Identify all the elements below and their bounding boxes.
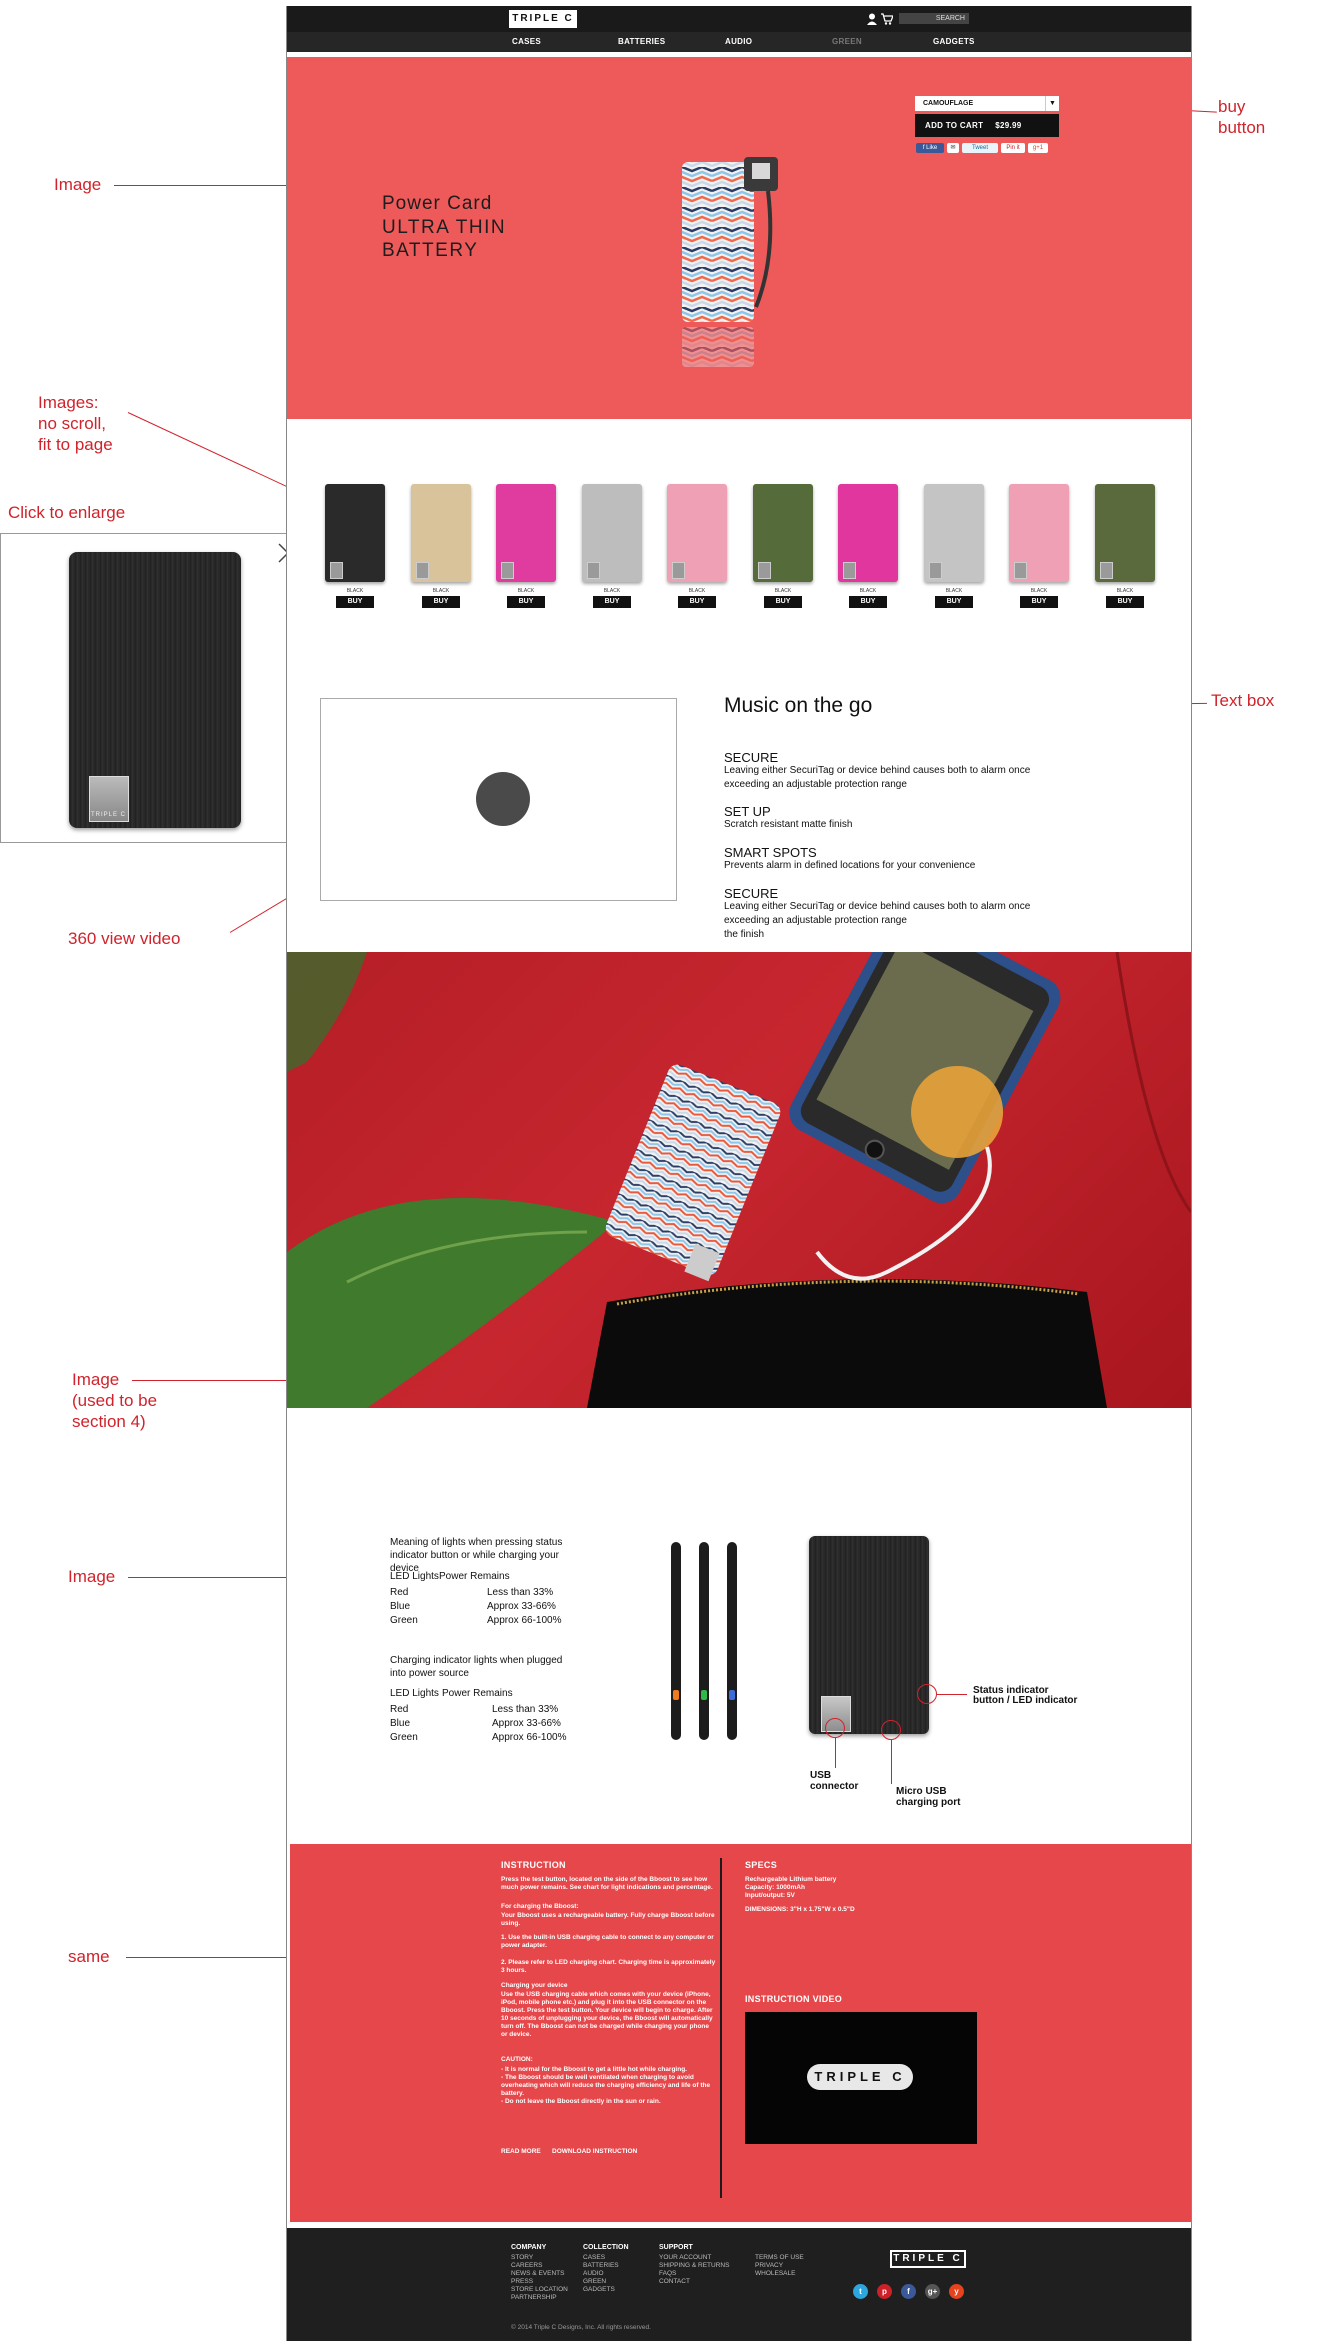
swatch-card[interactable] xyxy=(924,484,984,582)
footer-link[interactable]: CASES xyxy=(583,2254,606,2261)
buy-button[interactable]: BUY xyxy=(678,596,716,608)
feature-text: Scratch resistant matte finish xyxy=(724,819,853,830)
swatch-image[interactable] xyxy=(753,484,813,582)
google-plus-icon[interactable]: g+ xyxy=(925,2284,940,2299)
led-row-value: Approx 33-66% xyxy=(487,1601,556,1612)
footer-heading: SUPPORT xyxy=(659,2244,693,2251)
annotation-text-box: Text box xyxy=(1211,691,1275,710)
footer-link[interactable]: BATTERIES xyxy=(583,2262,619,2269)
pin-it-button[interactable]: Pin it xyxy=(1001,143,1025,153)
footer-link[interactable]: FAQS xyxy=(659,2270,677,2277)
swatch-label: BLACK xyxy=(1030,588,1048,594)
footer-link[interactable]: WHOLESALE xyxy=(755,2270,796,2277)
section-title: Music on the go xyxy=(724,694,873,717)
callout-line xyxy=(835,1738,836,1768)
feature-heading: SET UP xyxy=(724,804,771,819)
annotation-buy-button: buy button xyxy=(1218,97,1266,137)
swatch-card[interactable] xyxy=(838,484,898,582)
callout-micro-circle xyxy=(881,1720,901,1740)
annotation-same: same xyxy=(68,1947,110,1966)
annotation-click-to-enlarge: Click to enlarge xyxy=(8,503,126,522)
led-intro: Charging indicator lights when plugged into power source xyxy=(390,1655,563,1679)
nav-gadgets[interactable]: GADGETS xyxy=(933,37,975,46)
play-icon[interactable] xyxy=(476,772,530,826)
top-bar xyxy=(287,6,1191,32)
led-row-value: Less than 33% xyxy=(492,1704,559,1715)
buy-button[interactable]: BUY xyxy=(1106,596,1144,608)
usb-connector xyxy=(1100,562,1113,579)
usb-connector xyxy=(672,562,685,579)
add-to-cart-button[interactable] xyxy=(915,114,1059,137)
hero-product-image xyxy=(672,147,792,387)
footer-heading: COMPANY xyxy=(511,2244,547,2251)
feature-heading: SECURE xyxy=(724,886,779,901)
google-plus-button[interactable]: g+1 xyxy=(1028,143,1048,153)
buy-button[interactable]: BUY xyxy=(849,596,887,608)
usb-connector xyxy=(758,562,771,579)
buy-button[interactable]: BUY xyxy=(1020,596,1058,608)
main-nav xyxy=(287,32,1191,52)
callout-status-circle xyxy=(917,1684,937,1704)
hero-subtitle: Power Card xyxy=(382,193,493,214)
buy-button[interactable]: BUY xyxy=(336,596,374,608)
side-view-cards-image xyxy=(665,1540,745,1750)
usb-connector xyxy=(416,562,429,579)
swatch-label: BLACK xyxy=(774,588,792,594)
swatch-image[interactable] xyxy=(838,484,898,582)
led-row-value: Approx 66-100% xyxy=(492,1732,567,1743)
hero-title: BATTERY xyxy=(382,240,479,261)
led-row-value: Approx 66-100% xyxy=(487,1615,562,1626)
video-360-player[interactable] xyxy=(320,698,677,901)
usb-connector xyxy=(1014,562,1027,579)
led-intro: Meaning of lights when pressing status indicator button or while charging your device xyxy=(390,1537,563,1574)
swatch-card[interactable] xyxy=(667,484,727,582)
swatch-label: BLACK xyxy=(859,588,877,594)
instruction-text: Press the test button, located on the side of the Bboost to see how much power remains. See chart for light indications and percentage. xyxy=(501,1876,713,1891)
led-row-light: Blue xyxy=(390,1601,411,1612)
footer-link[interactable]: STORE LOCATION xyxy=(511,2286,568,2293)
annotation-360-video: 360 view video xyxy=(68,929,181,948)
instruction-title: INSTRUCTION xyxy=(501,1860,566,1870)
swatch-label: BLACK xyxy=(688,588,706,594)
swatch-card[interactable] xyxy=(325,484,385,582)
footer-link[interactable]: YOUR ACCOUNT xyxy=(659,2254,712,2261)
led-row-light: Green xyxy=(390,1732,418,1743)
swatch-card[interactable] xyxy=(411,484,471,582)
footer-link[interactable]: PARTNERSHIP xyxy=(511,2294,557,2301)
led-col-power: Power Remains xyxy=(442,1688,513,1699)
page-frame xyxy=(286,6,1192,2341)
led-row-light: Red xyxy=(390,1704,409,1715)
cart-icon[interactable] xyxy=(881,12,893,24)
instruction-video-player[interactable] xyxy=(745,2012,977,2144)
instruction-text: 1. Use the built-in USB charging cable to connect to any computer or power adapter. xyxy=(501,1934,714,1949)
instruction-text: - It is normal for the Bboost to get a little hot while charging. - The Bboost should be well ventilated when charging to avoid overheating which will reduce the charging efficiency and life of the battery. - Do not leave the Bboost directly in the sun or rain. xyxy=(501,2066,711,2105)
specs-text: Rechargeable Lithium battery Capacity: 1000mAh Input/output: 5V xyxy=(745,1876,837,1899)
swatch-image[interactable] xyxy=(411,484,471,582)
add-to-cart-label: ADD TO CART xyxy=(925,121,984,130)
led-col-lights: LED Lights xyxy=(390,1571,439,1582)
video-logo: TRIPLE C xyxy=(807,2064,913,2090)
led-row-value: Approx 33-66% xyxy=(492,1718,561,1729)
usb-connector xyxy=(843,562,856,579)
buy-button[interactable]: BUY xyxy=(935,596,973,608)
color-swatches xyxy=(287,419,1191,619)
footer-link[interactable]: GREEN xyxy=(583,2278,607,2285)
swatch-card[interactable] xyxy=(753,484,813,582)
swatch-image[interactable] xyxy=(667,484,727,582)
youtube-icon[interactable]: y xyxy=(949,2284,964,2299)
swatch-card[interactable] xyxy=(1009,484,1069,582)
callout-line xyxy=(937,1694,967,1695)
instruction-video-title: INSTRUCTION VIDEO xyxy=(745,1994,843,2004)
feature-text: Leaving either SecuriTag or device behind causes both to alarm once exceeding an adjustable protection range the finish xyxy=(724,901,1031,940)
swatch-image[interactable] xyxy=(582,484,642,582)
buy-button[interactable]: BUY xyxy=(593,596,631,608)
footer-link[interactable]: CONTACT xyxy=(659,2278,690,2285)
footer-heading: COLLECTION xyxy=(583,2244,629,2251)
callout-micro-label: Micro USB charging port xyxy=(896,1786,961,1808)
instruction-subheading: For charging the Bboost: xyxy=(501,1903,579,1910)
swatch-card[interactable] xyxy=(582,484,642,582)
annotation-line xyxy=(114,185,314,186)
swatch-image[interactable] xyxy=(924,484,984,582)
instruction-subheading: Charging your device xyxy=(501,1982,568,1989)
footer-link[interactable]: AUDIO xyxy=(583,2270,604,2277)
footer-link[interactable]: CAREERS xyxy=(511,2262,543,2269)
footer-link[interactable]: GADGETS xyxy=(583,2286,615,2293)
footer-logo[interactable]: TRIPLE C xyxy=(890,2250,966,2268)
enlarge-popup xyxy=(0,533,313,843)
enlarged-brand: TRIPLE C xyxy=(91,812,127,818)
swatch-image[interactable] xyxy=(496,484,556,582)
buy-button[interactable]: BUY xyxy=(507,596,545,608)
annotation-hero-image: Image xyxy=(54,175,102,194)
feature-text: Prevents alarm in defined locations for your convenience xyxy=(724,860,976,871)
tweet-button[interactable]: Tweet xyxy=(962,143,998,153)
usb-connector xyxy=(929,562,942,579)
swatch-label: BLACK xyxy=(432,588,450,594)
instruction-text: Use the USB charging cable which comes with your device (iPhone, iPod, mobile phone etc.) and plug it into the USB connector on the Bboost. Press the test button. Your device will begin to charge. After 10 seconds of unplugging your device, the Bboost will automatically turn off. The Bboost can not be charged while charging your phone or device. xyxy=(501,1991,713,2038)
feature-text: Leaving either SecuriTag or device behind causes both to alarm once exceeding an adjustable protection range xyxy=(724,765,1031,790)
callout-usb-label: USB connector xyxy=(810,1770,859,1792)
swatch-image[interactable] xyxy=(1009,484,1069,582)
feature-heading: SECURE xyxy=(724,750,779,765)
email-share-button[interactable]: ✉ xyxy=(947,143,959,153)
feature-heading: SMART SPOTS xyxy=(724,845,817,860)
chevron-down-icon: ▼ xyxy=(1045,96,1059,111)
footer-link[interactable]: PRIVACY xyxy=(755,2262,784,2269)
callout-status-label: Status indicator button / LED indicator xyxy=(973,1685,1078,1706)
swatch-label: BLACK xyxy=(945,588,963,594)
annotation-section4-image: Image (used to be section 4) xyxy=(72,1370,158,1431)
usb-connector xyxy=(330,562,343,579)
download-instruction-link[interactable]: DOWNLOAD INSTRUCTION xyxy=(552,2148,638,2155)
buy-button[interactable]: BUY xyxy=(422,596,460,608)
led-row-value: Less than 33% xyxy=(487,1587,554,1598)
specs-title: SPECS xyxy=(745,1860,778,1870)
nav-cases[interactable]: CASES xyxy=(512,37,542,46)
instruction-subheading: CAUTION: xyxy=(501,2056,533,2063)
specs-dimensions: DIMENSIONS: 3"H x 1.75"W x 0.5"D xyxy=(745,1906,855,1913)
footer-link[interactable]: PRESS xyxy=(511,2278,534,2285)
swatch-card[interactable] xyxy=(1095,484,1155,582)
swatch-label: BLACK xyxy=(517,588,535,594)
front-card-image xyxy=(809,1536,929,1734)
usb-connector xyxy=(587,562,600,579)
swatch-card[interactable] xyxy=(496,484,556,582)
instruction-text: 2. Please refer to LED charging chart. Charging time is approximately 3 hours. xyxy=(501,1959,716,1974)
callout-line xyxy=(891,1740,892,1784)
color-select-value: CAMOUFLAGE xyxy=(923,100,974,107)
enlarged-product-image xyxy=(69,552,241,828)
led-col-lights: LED Lights xyxy=(390,1688,439,1699)
led-row-light: Red xyxy=(390,1587,409,1598)
nav-audio[interactable]: AUDIO xyxy=(725,37,753,46)
instruction-text: Your Bboost uses a rechargeable battery. Fully charge Bboost before using. xyxy=(501,1912,715,1927)
annotation-images-no-scroll: Images: no scroll, fit to page xyxy=(38,393,113,454)
hero-section xyxy=(287,57,1191,419)
logo[interactable]: TRIPLE C xyxy=(509,10,577,28)
facebook-like-button[interactable]: f Like xyxy=(916,143,944,153)
divider xyxy=(720,1858,722,2198)
nav-batteries[interactable]: BATTERIES xyxy=(618,37,666,46)
read-more-link[interactable]: READ MORE xyxy=(501,2148,541,2155)
nav-green[interactable]: GREEN xyxy=(832,37,862,46)
price: $29.99 xyxy=(995,121,1022,130)
led-row-light: Green xyxy=(390,1615,418,1626)
hero-title: ULTRA THIN xyxy=(382,217,507,238)
swatch-label: BLACK xyxy=(1116,588,1134,594)
footer-link[interactable]: STORY xyxy=(511,2254,534,2261)
swatch-image[interactable] xyxy=(1095,484,1155,582)
footer-link[interactable]: SHIPPING & RETURNS xyxy=(659,2262,730,2269)
twitter-icon[interactable]: t xyxy=(853,2284,868,2299)
search-input[interactable]: SEARCH xyxy=(899,13,969,24)
instruction-section xyxy=(290,1844,1191,2222)
swatch-image[interactable] xyxy=(325,484,385,582)
footer xyxy=(287,2228,1191,2341)
led-col-power: Power Remains xyxy=(439,1571,510,1582)
swatch-label: BLACK xyxy=(603,588,621,594)
annotation-led-image: Image xyxy=(68,1567,116,1586)
usb-connector xyxy=(501,562,514,579)
led-row-light: Blue xyxy=(390,1718,411,1729)
facebook-icon[interactable]: f xyxy=(901,2284,916,2299)
footer-link[interactable]: NEWS & EVENTS xyxy=(511,2270,565,2277)
user-icon[interactable] xyxy=(867,12,877,24)
footer-link[interactable]: TERMS OF USE xyxy=(755,2254,804,2261)
lifestyle-photo xyxy=(287,952,1191,1408)
buy-button[interactable]: BUY xyxy=(764,596,802,608)
swatch-label: BLACK xyxy=(346,588,364,594)
copyright: © 2014 Triple C Designs, Inc. All rights reserved. xyxy=(511,2324,651,2331)
pinterest-icon[interactable]: p xyxy=(877,2284,892,2299)
callout-usb-circle xyxy=(825,1718,845,1738)
color-select[interactable] xyxy=(915,96,1059,111)
